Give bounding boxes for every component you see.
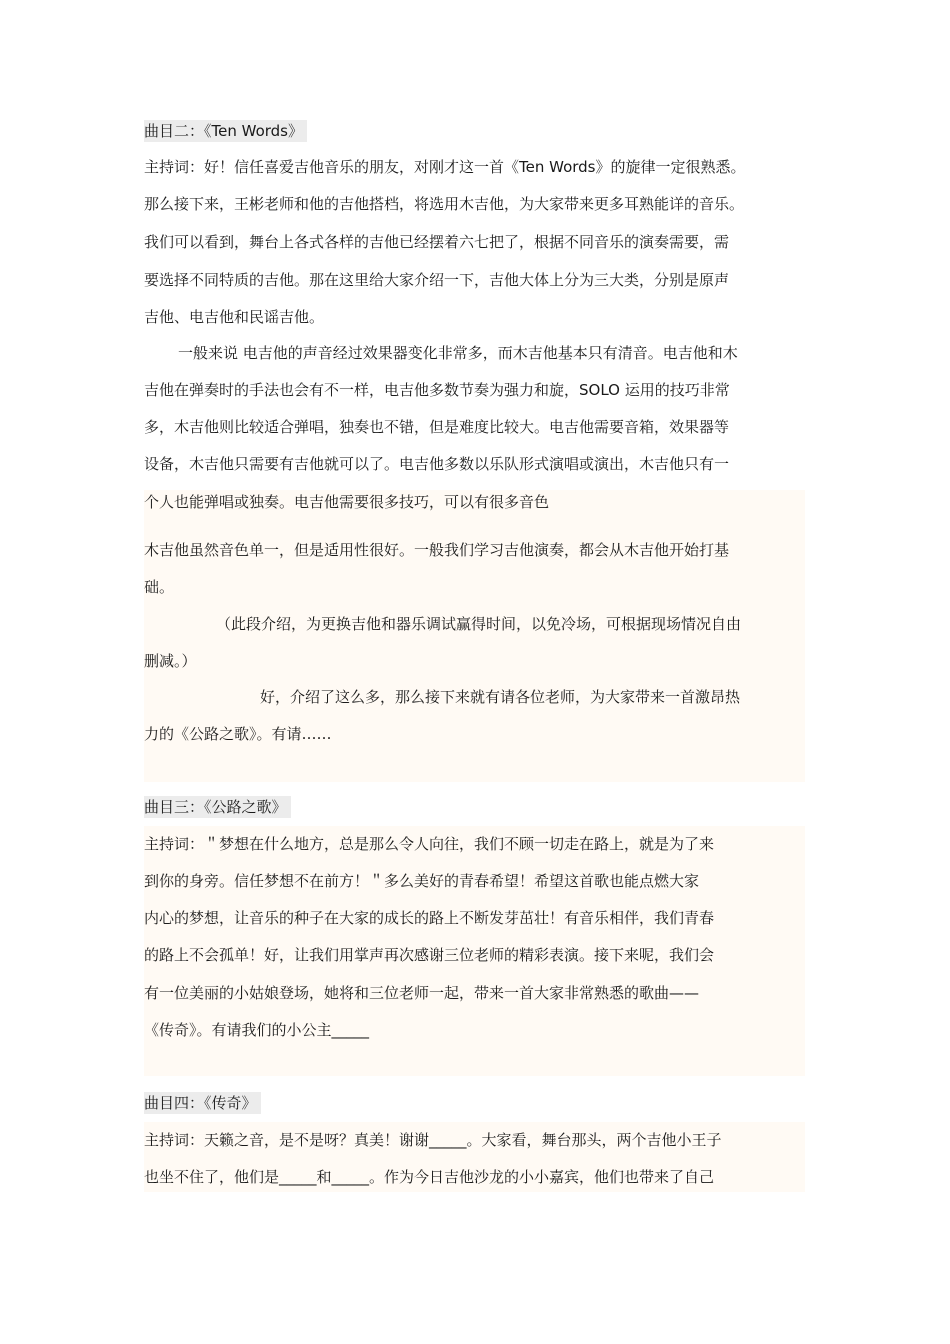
text-line: 主持词：好！信任喜爱吉他音乐的朋友，对刚才这一首《Ten Words》的旋律一定很熟悉。 [144, 158, 746, 176]
text-line: 础。 [144, 578, 175, 596]
text-line: 吉他、电吉他和民谣吉他。 [144, 308, 325, 326]
text-line: （此段介绍，为更换吉他和器乐调试赢得时间，以免冷场，可根据现场情况自由 [216, 615, 742, 633]
text-line: 好，介绍了这么多，那么接下来就有请各位老师，为大家带来一首激昂热 [260, 688, 741, 706]
text-line: 我们可以看到，舞台上各式各样的吉他已经摆着六七把了，根据不同音乐的演奏需要，需 [144, 233, 730, 251]
text-line: 吉他在弹奏时的手法也会有不一样，电吉他多数节奏为强力和旋，SOLO 运用的技巧非常 [144, 381, 730, 399]
text-line: 个人也能弹唱或独奏。电吉他需要很多技巧，可以有很多音色 [144, 493, 550, 511]
text-line: 内心的梦想，让音乐的种子在大家的成长的路上不断发芽茁壮！有音乐相伴，我们青春 [144, 909, 715, 927]
text-line: 多，木吉他则比较适合弹唱，独奏也不错，但是难度比较大。电吉他需要音箱，效果器等 [144, 418, 730, 436]
text-line: 主持词：＂梦想在什么地方，总是那么令人向往，我们不顾一切走在路上，就是为了来 [144, 835, 715, 853]
section-heading: 曲目三：《公路之歌》 [144, 796, 291, 818]
section-heading: 曲目四：《传奇》 [144, 1092, 261, 1114]
text-line: 那么接下来，王彬老师和他的吉他搭档，将选用木吉他，为大家带来更多耳熟能详的音乐。 [144, 195, 745, 213]
text-line: 《传奇》。有请我们的小公主_____ [144, 1021, 370, 1039]
text-line: 木吉他虽然音色单一，但是适用性很好。一般我们学习吉他演奏，都会从木吉他开始打基 [144, 541, 730, 559]
text-line: 删减。） [144, 652, 197, 670]
text-line: 设备，木吉他只需要有吉他就可以了。电吉他多数以乐队形式演唱或演出，木吉他只有一 [144, 455, 730, 473]
text-line: 也坐不住了，他们是_____和_____。作为今日吉他沙龙的小小嘉宾，他们也带来了自己 [144, 1168, 715, 1186]
text-line: 的路上不会孤单！好，让我们用掌声再次感谢三位老师的精彩表演。接下来呢，我们会 [144, 946, 715, 964]
text-line: 力的《公路之歌》。有请…… [144, 725, 332, 743]
text-line: 一般来说 电吉他的声音经过效果器变化非常多，而木吉他基本只有清音。电吉他和木 [178, 344, 738, 362]
text-line: 到你的身旁。信任梦想不在前方！＂多么美好的青春希望！希望这首歌也能点燃大家 [144, 872, 700, 890]
text-line: 要选择不同特质的吉他。那在这里给大家介绍一下，吉他大体上分为三大类，分别是原声 [144, 271, 730, 289]
text-line: 主持词：天籁之音，是不是呀？真美！谢谢_____。大家看，舞台那头，两个吉他小王子 [144, 1131, 722, 1149]
text-line: 有一位美丽的小姑娘登场，她将和三位老师一起，带来一首大家非常熟悉的歌曲—— [144, 984, 700, 1002]
section-heading: 曲目二：《Ten Words》 [144, 120, 307, 142]
